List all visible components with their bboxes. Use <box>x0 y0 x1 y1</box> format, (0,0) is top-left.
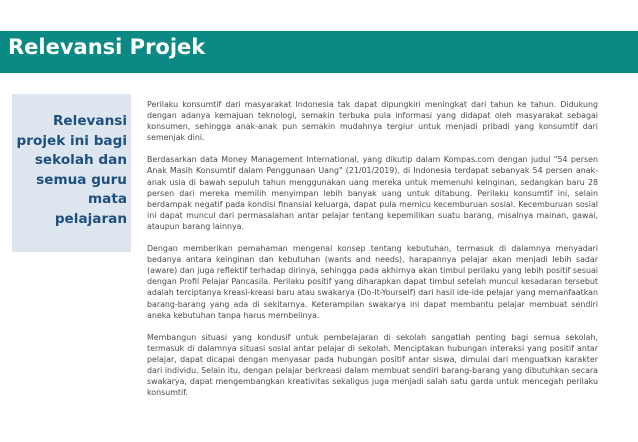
sidebar-callout <box>12 94 131 252</box>
sidebar-callout-text: Relevansi projek ini bagi sekolah dan semua guru mata pelajaran <box>16 113 127 227</box>
title-bar <box>0 31 638 73</box>
paragraph-3: Dengan memberikan pemahaman mengenai konsep tentang kebutuhan, termasuk di dalamnya menyadari bedanya antara keinginan dan kebutuhan (wants and needs), harapannya pelajar akan menjadi lebih sadar (aware) dan juga reflektif terhadap dirinya, sehingga pada akhirnya akan timbul perilaku yang lebih positif sesuai dengan Profil Pelajar Pancasila. Perilaku positif yang diharapkan dapat timbul setelah muncul kesadaran tersebut adalah terciptanya kreasi-kreasi baru atau swakarya (Do-It-Yourself) dari hasil ide-ide pelajar yang memanfaatkan barang-barang yang ada di sekitarnya. Keterampilan swakarya ini dapat membantu pelajar membuat sendiri aneka kebutuhan tanpa harus membelinya. <box>147 244 598 320</box>
main-content <box>147 99 598 409</box>
paragraph-4: Membangun situasi yang kondusif untuk pembelajaran di sekolah sangatlah penting bagi semua sekolah, termasuk di dalamnya situasi sosial antar pelajar di sekolah. Menciptakan hubungan interaksi yang positif antar pelajar, dapat dicapai dengan menyasar pada hubungan positif antar siswa, dimulai dari menguatkan karakter dari individu. Selain itu, dengan pelajar berkreasi dalam membuat sendiri barang-barang yang dibutuhkan secara swakarya, dapat mengembangkan kreativitas sekaligus juga menjadi salah satu garda untuk mencegah perilaku konsumtif. <box>147 332 598 398</box>
paragraph-2: Berdasarkan data Money Management International, yang dikutip dalam Kompas.com dengan judul "54 persen Anak Masih Konsumtif dalam Penggunaan Uang" (21/01/2019), di Indonesia terdapat sebanyak 54 persen anak-anak usia di bawah sepuluh tahun menggunakan uang mereka untuk memenuhi keinginan, sedangkan baru 28 persen dari mereka memilih menyimpan lebih banyak uang untuk ditabung. Perilaku konsumtif ini, selain berdampak negatif pada kondisi finansial keluarga, dapat pula memicu kecemburuan sosial. Kecemburuan sosial ini dapat muncul dari permasalahan antar pelajar tentang kepemilikan suatu barang, misalnya mainan, gawai, ataupun barang lainnya. <box>147 155 598 231</box>
paragraph-1: Perilaku konsumtif dari masyarakat Indonesia tak dapat dipungkiri meningkat dari tahun ke tahun. Didukung dengan adanya kemajuan teknologi, semakin terbuka pula informasi yang didapat oleh masyarakat sebagai konsumen, sehingga anak-anak pun semakin mudahnya tergiur untuk menjadi pribadi yang konsumtif dari semenjak dini. <box>147 100 598 143</box>
page-title: Relevansi Projek <box>8 35 206 59</box>
